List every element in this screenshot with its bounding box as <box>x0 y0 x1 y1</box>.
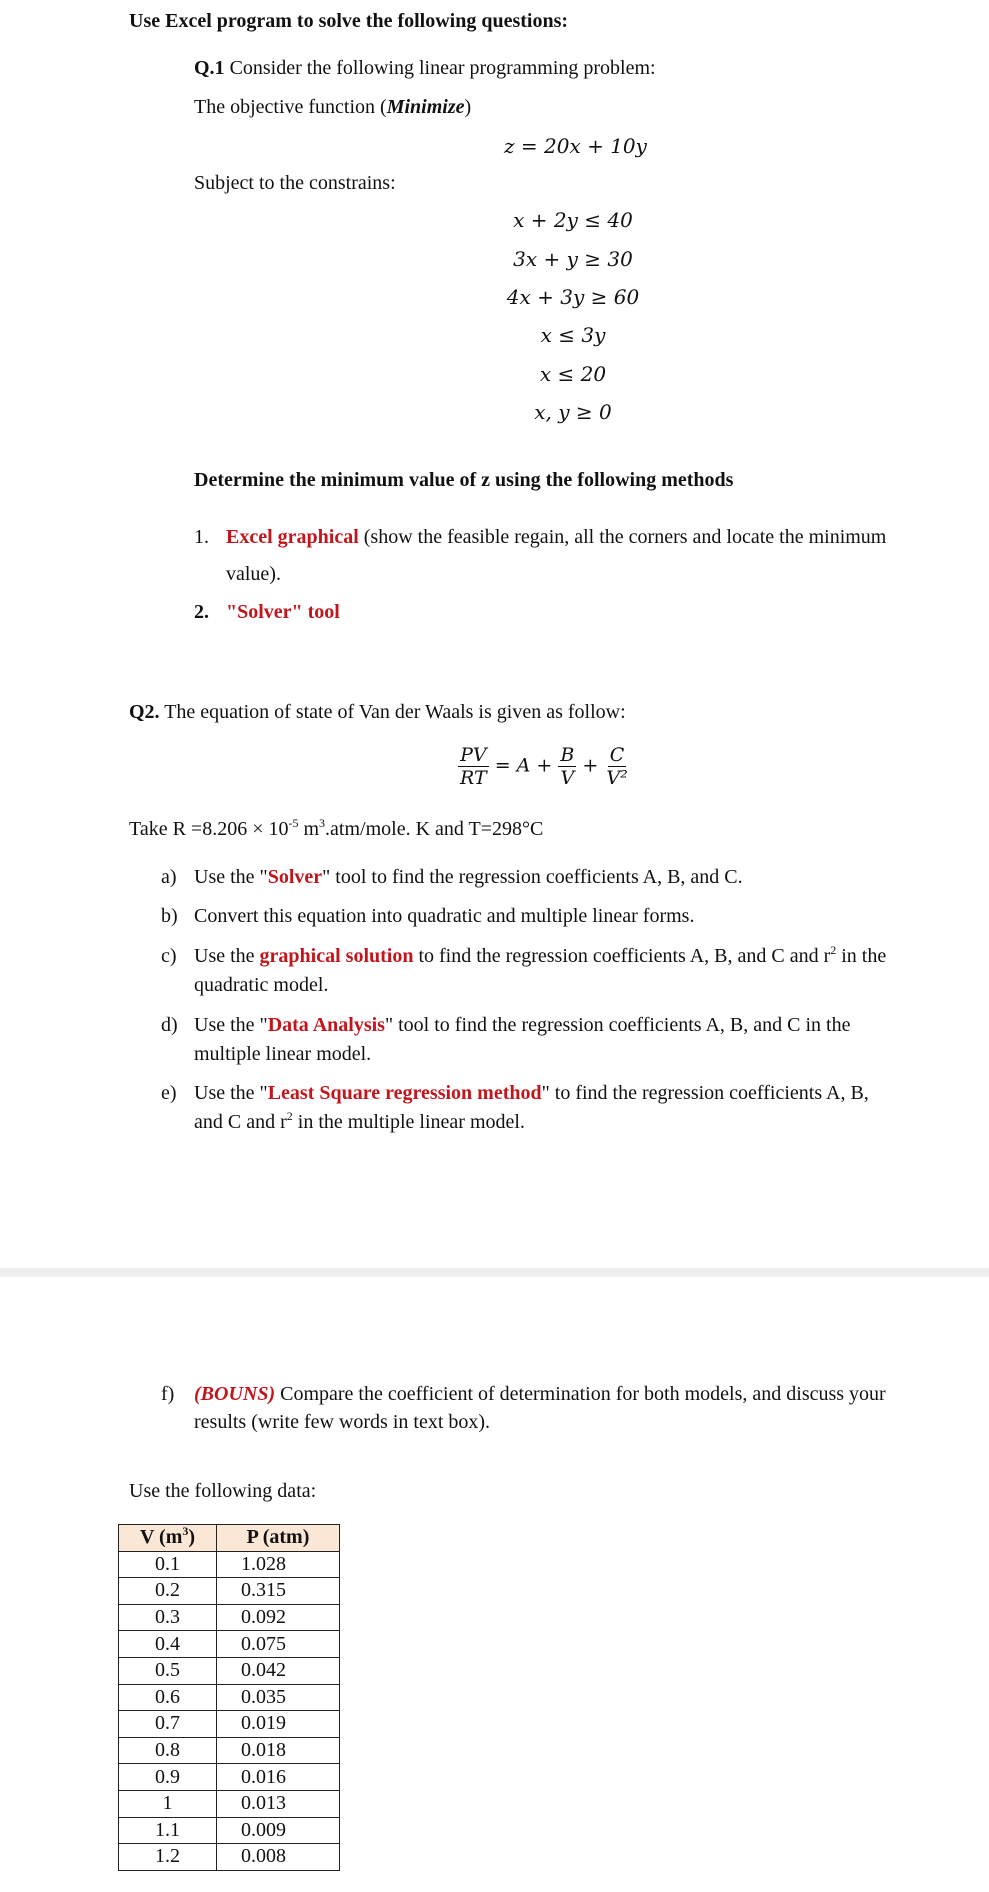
table-row <box>119 1684 340 1711</box>
method-number: 1. <box>194 526 209 548</box>
subject-line: Subject to the constrains: <box>194 172 396 194</box>
item-f-text: (BOUNS) Compare the coefficient of determination for both models, and discuss your <box>194 1383 886 1405</box>
method-item-1 <box>194 526 209 549</box>
constraint: 3x + y ≥ 30 <box>513 247 633 271</box>
column-header-p: P (atm) <box>217 1525 340 1552</box>
item-label-a: a) <box>161 866 177 888</box>
item-c-text: Use the graphical solution to find the regression coefficients A, B, and C and $r^2$ in the <box>194 943 887 967</box>
van-der-waals-equation <box>458 744 630 789</box>
method-item-1-cont: value). <box>226 563 281 585</box>
table-row <box>119 1790 340 1817</box>
table-row <box>119 1711 340 1738</box>
item-d-text: Use the "Data Analysis" tool to find the regression coefficients A, B, and C in the <box>194 1014 851 1036</box>
q1-intro-line <box>194 57 656 80</box>
table-row <box>119 1604 340 1631</box>
fraction-c-v2: $\frac{C}{\text{V²}}$ <box>606 744 628 789</box>
cell-v: 1.2 <box>119 1844 217 1871</box>
cell-p: 0.075 <box>217 1631 340 1658</box>
data-table <box>118 1524 340 1871</box>
item-e-text: Use the "Least Square regression method" to find the regression coefficients A, B, <box>194 1082 869 1104</box>
data-intro: Use the following data: <box>129 1480 317 1502</box>
constraint: x ≤ 3y <box>540 323 606 347</box>
item-label-f: f) <box>161 1383 175 1405</box>
table-row <box>119 1764 340 1791</box>
method-highlight: Excel graphical <box>226 526 359 548</box>
cell-v: 0.1 <box>119 1551 217 1578</box>
table-row <box>119 1551 340 1578</box>
equation-mid: = A + <box>494 754 553 777</box>
page-title: Use Excel program to solve the following questions: <box>129 10 569 32</box>
q2-intro-line <box>129 701 626 724</box>
method-item-1-text <box>226 526 886 549</box>
item-highlight: Solver <box>267 866 323 888</box>
objective-equation: z = 20x + 10y <box>504 134 647 158</box>
cell-v: 1 <box>119 1790 217 1817</box>
item-highlight: graphical solution <box>259 945 414 967</box>
column-header-v: V $(m^3)$ <box>119 1525 217 1552</box>
cell-v: 0.5 <box>119 1657 217 1684</box>
objective-suffix: ) <box>464 96 472 118</box>
cell-v: 0.8 <box>119 1737 217 1764</box>
cell-v: 0.3 <box>119 1604 217 1631</box>
q1-objective-line <box>194 96 471 119</box>
cell-p: 0.013 <box>217 1790 340 1817</box>
item-d-cont: multiple linear model. <box>194 1043 372 1065</box>
table-row <box>119 1844 340 1871</box>
cell-v: 0.9 <box>119 1764 217 1791</box>
table-row <box>119 1737 340 1764</box>
method-item-2-text: "Solver" tool <box>226 601 340 623</box>
constants-suffix: .atm/mole. K and T=298°C <box>325 818 544 840</box>
constraint: x ≤ 20 <box>539 362 607 386</box>
item-label-b: b) <box>161 905 178 927</box>
cell-p: 0.042 <box>217 1657 340 1684</box>
objective-word: Minimize <box>386 96 465 118</box>
constraint: x, y ≥ 0 <box>534 400 612 424</box>
q2-intro: The equation of state of Van der Waals is given as follow: <box>164 701 626 723</box>
cell-p: 1.028 <box>217 1551 340 1578</box>
cell-p: 0.092 <box>217 1604 340 1631</box>
method-text: (show the feasible regain, all the corners and locate the minimum <box>358 526 887 548</box>
cell-v: 0.2 <box>119 1578 217 1605</box>
cell-p: 0.018 <box>217 1737 340 1764</box>
method-item-2-number: 2. <box>194 601 209 623</box>
cell-p: 0.019 <box>217 1711 340 1738</box>
item-label-d: d) <box>161 1014 178 1036</box>
item-f-cont: results (write few words in text box). <box>194 1411 491 1433</box>
table-row <box>119 1631 340 1658</box>
q1-intro: Consider the following linear programming problem: <box>229 57 656 79</box>
q1-label: Q.1 <box>194 57 225 79</box>
item-label-e: e) <box>161 1082 177 1104</box>
item-highlight: (BOUNS) <box>194 1383 276 1405</box>
cell-v: 0.7 <box>119 1711 217 1738</box>
table-row <box>119 1817 340 1844</box>
item-e-cont: and C and $r^2$ in the multiple linear model. <box>194 1109 525 1133</box>
cell-p: 0.315 <box>217 1578 340 1605</box>
constants-line <box>129 818 543 841</box>
fraction-b-v: $\frac{B}{V}$ <box>560 744 575 789</box>
determine-instruction: Determine the minimum value of z using the following methods <box>194 469 734 491</box>
cell-p: 0.035 <box>217 1684 340 1711</box>
item-label-c: c) <box>161 945 177 967</box>
cell-v: 1.1 <box>119 1817 217 1844</box>
q2-label: Q2. <box>129 701 160 723</box>
cell-p: 0.009 <box>217 1817 340 1844</box>
table-row <box>119 1657 340 1684</box>
item-a-text: Use the "Solver" tool to find the regression coefficients A, B, and C. <box>194 866 743 888</box>
item-c-cont: quadratic model. <box>194 974 329 996</box>
exponent: -5 <box>288 816 299 830</box>
table-header-row <box>119 1525 340 1552</box>
page-separator <box>0 1268 989 1277</box>
cell-p: 0.008 <box>217 1844 340 1871</box>
cell-v: 0.6 <box>119 1684 217 1711</box>
constraint: x + 2y ≤ 40 <box>513 208 633 232</box>
table-row <box>119 1578 340 1605</box>
constraint: 4x + 3y ≥ 60 <box>506 285 640 309</box>
item-highlight: Data Analysis <box>267 1014 385 1036</box>
cell-p: 0.016 <box>217 1764 340 1791</box>
item-b-text: Convert this equation into quadratic and multiple linear forms. <box>194 905 695 927</box>
constants-prefix: Take R =8.206 × 10 <box>129 818 289 840</box>
objective-prefix: The objective function ( <box>194 96 387 118</box>
constants-unit: m <box>298 818 320 840</box>
item-highlight: Least Square regression method <box>267 1082 542 1104</box>
cell-v: 0.4 <box>119 1631 217 1658</box>
exponent: 3 <box>319 816 326 830</box>
fraction-pv-rt: $\frac{PV}{RT}$ <box>460 744 487 789</box>
equation-plus: + <box>582 754 599 777</box>
